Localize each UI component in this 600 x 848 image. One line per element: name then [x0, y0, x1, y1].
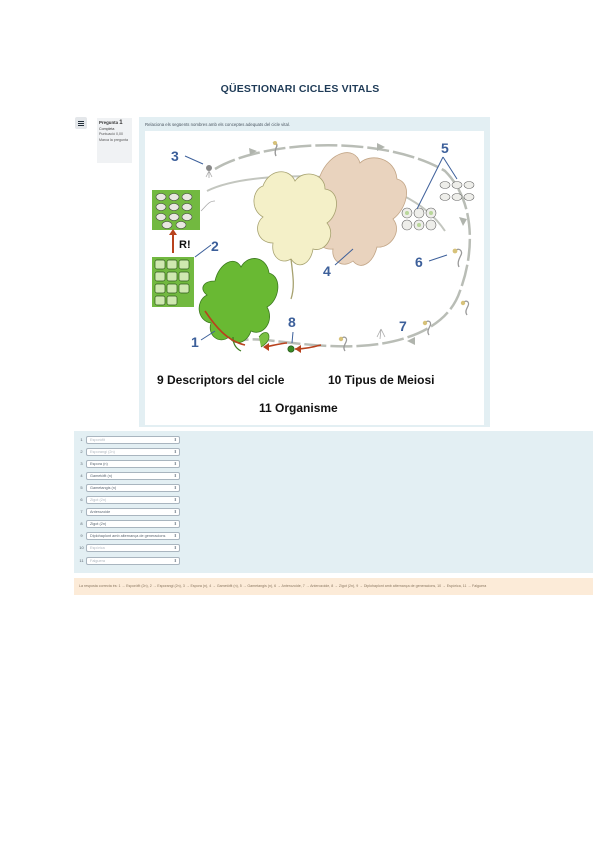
caption-life-cycle-descriptors: 9 Descriptors del cicle [157, 373, 285, 387]
answer-row [77, 471, 181, 480]
chevron-down-icon: ⬍ [173, 485, 177, 490]
answer-row [77, 435, 181, 444]
answer-select[interactable] [86, 496, 180, 504]
answer-row [77, 495, 181, 504]
answer-row [77, 507, 181, 516]
chevron-down-icon: ⬍ [173, 449, 177, 454]
answer-value: Falguera [90, 558, 105, 563]
question-number-value: 1 [119, 120, 123, 126]
chevron-down-icon: ⬍ [173, 533, 177, 538]
answer-number: 5 [80, 485, 83, 490]
question-number [99, 120, 130, 127]
marker-6: 6 [415, 254, 423, 270]
answer-value: Zigot (2n) [90, 497, 107, 502]
question-nav-icon[interactable] [75, 117, 87, 129]
correct-answer-feedback: La resposta correcta és: 1 → Esporòfit (2n), 2 → Esporangi (2n), 3 → Espora (n), 4 → Gametòfit (n), 5 → Gametangis (n), 6 → Anterozoide, 7 → Anterozoide, 8 → Zigot (2n), 9 → Diplohaplont amb alternança de generacions, 10 → Espòrica, 11 → Falguera [74, 578, 593, 595]
chevron-down-icon: ⬍ [173, 545, 177, 550]
chevron-down-icon: ⬍ [173, 558, 177, 563]
answer-select[interactable] [86, 508, 180, 516]
answer-row [77, 556, 181, 565]
answer-select[interactable] [86, 460, 180, 468]
answer-number: 10 [79, 545, 84, 550]
answer-value: Diplohaplont amb alternança de generacions [90, 533, 166, 538]
answer-number: 4 [80, 473, 83, 478]
answer-value: Gametangis (n) [90, 485, 117, 490]
answer-value: Zigot (2n) [90, 521, 107, 526]
answer-value: Gametòfit (n) [90, 473, 113, 478]
answer-number: 9 [80, 533, 83, 538]
chevron-down-icon: ⬍ [173, 461, 177, 466]
answer-row [77, 483, 181, 492]
answer-row [77, 519, 181, 528]
marker-5: 5 [441, 140, 449, 156]
answer-row [77, 543, 181, 552]
answer-select[interactable] [86, 472, 180, 480]
chevron-down-icon: ⬍ [173, 473, 177, 478]
answer-select[interactable] [86, 532, 180, 540]
answer-number: 6 [80, 497, 83, 502]
marker-8: 8 [288, 314, 296, 330]
answer-select[interactable] [86, 520, 180, 528]
answer-number: 1 [80, 437, 83, 442]
answer-value: Anterozoide [90, 509, 111, 514]
life-cycle-diagram [145, 131, 484, 425]
answer-value: Esporangi (2n) [90, 449, 115, 454]
answer-select[interactable] [86, 544, 180, 552]
flag-question-link[interactable]: Marca la pregunta [99, 137, 128, 142]
chevron-down-icon: ⬍ [173, 509, 177, 514]
answer-number: 3 [80, 461, 83, 466]
caption-meiosis-type: 10 Tipus de Meiosi [328, 373, 435, 387]
answer-number: 11 [79, 558, 84, 563]
marker-3: 3 [171, 148, 179, 164]
question-state: Completa [99, 126, 115, 131]
question-label: Pregunta [99, 120, 119, 125]
marker-7: 7 [399, 318, 407, 334]
chevron-down-icon: ⬍ [173, 521, 177, 526]
answer-select[interactable] [86, 436, 180, 444]
answer-select[interactable] [86, 448, 180, 456]
answer-number: 2 [80, 449, 83, 454]
answer-row [77, 459, 181, 468]
answer-select[interactable] [86, 484, 180, 492]
answer-value: Espòrica [90, 545, 105, 550]
answer-number: 8 [80, 521, 83, 526]
answer-number: 7 [80, 509, 83, 514]
marker-4: 4 [323, 263, 331, 279]
question-prompt: Relaciona els següents nombres amb els conceptes adequats del cicle vital. [145, 122, 290, 127]
marker-1: 1 [191, 334, 199, 350]
chevron-down-icon: ⬍ [173, 437, 177, 442]
answer-select[interactable] [86, 557, 180, 565]
answer-row [77, 531, 181, 540]
answer-row [77, 447, 181, 456]
r-label: R! [179, 239, 191, 251]
page-title: QÜESTIONARI CICLES VITALS [220, 83, 380, 95]
question-mark: Puntuació 0,00 [99, 132, 123, 137]
caption-organism: 11 Organisme [259, 401, 338, 415]
chevron-down-icon: ⬍ [173, 497, 177, 502]
marker-2: 2 [211, 238, 219, 254]
question-info [97, 118, 132, 163]
answer-value: Esporòfit [90, 437, 105, 442]
answer-value: Espora (n) [90, 461, 108, 466]
